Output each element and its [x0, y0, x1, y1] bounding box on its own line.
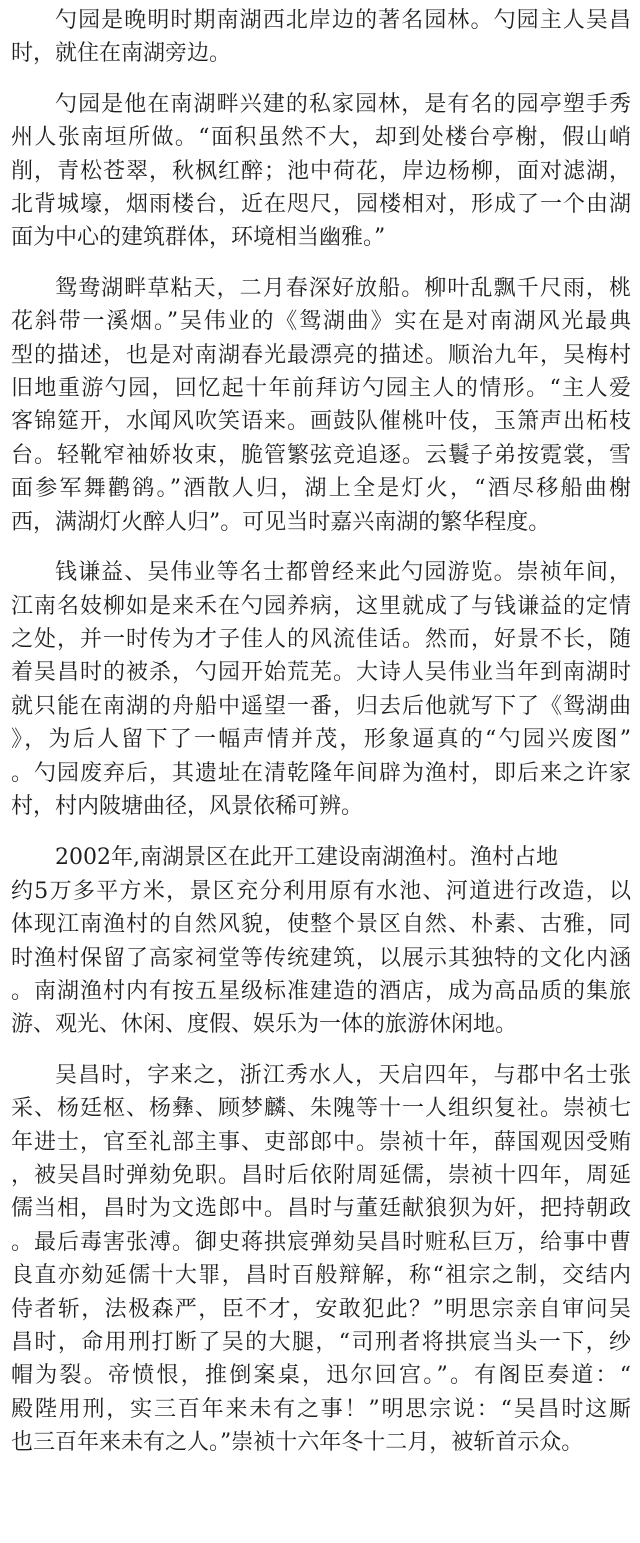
text-line: 江南名妓柳如是来禾在勺园养病，这里就成了与钱谦益的定情 [11, 593, 631, 619]
text-line: 。南湖渔村内有按五星级标准建造的酒店，成为高品质的集旅 [11, 978, 631, 1004]
text-line: 吴昌时，字来之，浙江秀水人，天启四年，与郡中名士张 [55, 1062, 631, 1088]
text-line: 侍者斩，法极森严，臣不才，安敢犯此？”明思宗亲自审问吴 [11, 1296, 631, 1322]
text-line: 》，为后人留下了一幅声情并茂，形象逼真的“勺园兴废图” [11, 727, 631, 753]
text-line: 昌时，命用刑打断了吴的大腿，“司刑者将拱宸当头一下，纱 [11, 1330, 631, 1356]
text-line: 旧地重游勺园，回忆起十年前拜访勺园主人的情形。“主人爱 [11, 376, 631, 402]
text-line: 就只能在南湖的舟船中遥望一番，归去后他就写下了《鸳湖曲 [11, 693, 631, 719]
text-line: 台。轻靴窄袖娇妆束，脆管繁弦竞追逐。云鬟子弟按霓裳，雪 [11, 442, 631, 468]
text-line: 面为中心的建筑群体，环境相当幽雅。” [11, 225, 386, 251]
text-line: 面参军舞鹳鹆。”酒散人归，湖上全是灯火，“酒尽移船曲榭 [11, 476, 631, 502]
text-line: 北背城壕，烟雨楼台，近在咫尺，园楼相对，形成了一个由湖 [11, 192, 631, 218]
paragraph-garden-description [11, 88, 631, 255]
paragraph-yuanhu-poem [11, 272, 631, 539]
paragraph-famous-visitors [11, 556, 631, 823]
text-line: 体现江南渔村的自然风貌，使整个景区自然、朴素、古雅，同 [11, 912, 631, 938]
paragraph-shaoyuan-intro [11, 0, 631, 71]
text-line: 采、杨廷枢、杨彝、顾梦麟、朱隗等十一人组织复社。崇祯七 [11, 1096, 631, 1122]
text-line: 。最后毒害张溥。御史蒋拱宸弹劾吴昌时赃私巨万，给事中曹 [11, 1229, 631, 1255]
text-line: 型的描述，也是对南湖春光最漂亮的描述。顺治九年，吴梅村 [11, 342, 631, 368]
paragraph-fishing-village [11, 841, 631, 1041]
text-line: 。勺园废弃后，其遗址在清乾隆年间辟为渔村，即后来之许家 [11, 760, 631, 786]
paragraph-wu-changshi-bio [11, 1059, 631, 1460]
text-line: 削，青松苍翠，秋枫红醉；池中荷花，岸边杨柳，面对滤湖， [11, 158, 631, 184]
text-line: 钱谦益、吴伟业等名士都曾经来此勺园游览。崇祯年间， [55, 560, 631, 586]
text-line: 鸳鸯湖畔草粘天，二月春深好放船。柳叶乱飘千尺雨，桃 [55, 275, 631, 301]
text-line: 良直亦劾延儒十大罪，昌时百般辩解，称“祖宗之制，交结内 [11, 1263, 631, 1289]
text-line: 游、观光、休闲、度假、娱乐为一体的旅游休闲地。 [11, 1012, 518, 1038]
text-line: 村，村内陂塘曲径，风景依稀可辨。 [11, 793, 364, 819]
text-line: 勺园是晚明时期南湖西北岸边的著名园林。勺园主人吴昌 [55, 8, 631, 33]
text-line: 儒当相，昌时为文选郎中。昌时与董廷献狼狈为奸，把持朝政 [11, 1196, 631, 1222]
text-line: 年进士，官至礼部主事、吏部郎中。崇祯十年，薛国观因受贿 [11, 1129, 631, 1155]
text-line: 之处，并一时传为才子佳人的风流佳话。然而，好景不长，随 [11, 626, 631, 652]
text-line: 客锦筵开，水闻风吹笑语来。画鼓队催桃叶伎，玉箫声出柘枝 [11, 409, 631, 435]
text-line: 州人张南垣所做。“面积虽然不大，却到处楼台亭榭，假山峭 [11, 125, 631, 151]
text-line: 时，就住在南湖旁边。 [11, 41, 232, 67]
text-line: 花斜带一溪烟。”吴伟业的《鸳湖曲》实在是对南湖风光最典 [11, 309, 631, 335]
text-line: 着吴昌时的被杀，勺园开始荒芜。大诗人吴伟业当年到南湖时 [11, 660, 631, 686]
text-line: 勺园是他在南湖畔兴建的私家园林，是有名的园亭塑手秀 [55, 91, 631, 117]
text-line: 约5万多平方米，景区充分利用原有水池、河道进行改造，以 [11, 878, 631, 904]
text-line: 殿陛用刑，实三百年来未有之事！”明思宗说：“吴昌时这厮 [11, 1396, 631, 1422]
text-line: 西，满湖灯火醉人归”。可见当时嘉兴南湖的繁华程度。 [11, 509, 551, 535]
text-line: 帽为裂。帝愤恨，推倒案桌，迅尔回宫。”。有阁臣奏道：“ [11, 1363, 631, 1389]
text-line: 2002年,南湖景区在此开工建设南湖渔村。渔村占地 [55, 845, 558, 871]
text-line: 也三百年来未有之人。”崇祯十六年冬十二月，被斩首示众。 [11, 1430, 584, 1456]
text-line: 时渔村保留了高家祠堂等传统建筑，以展示其独特的文化内涵 [11, 945, 631, 971]
text-line: ，被吴昌时弹劾免职。昌时后依附周延儒，崇祯十四年，周延 [11, 1163, 631, 1188]
